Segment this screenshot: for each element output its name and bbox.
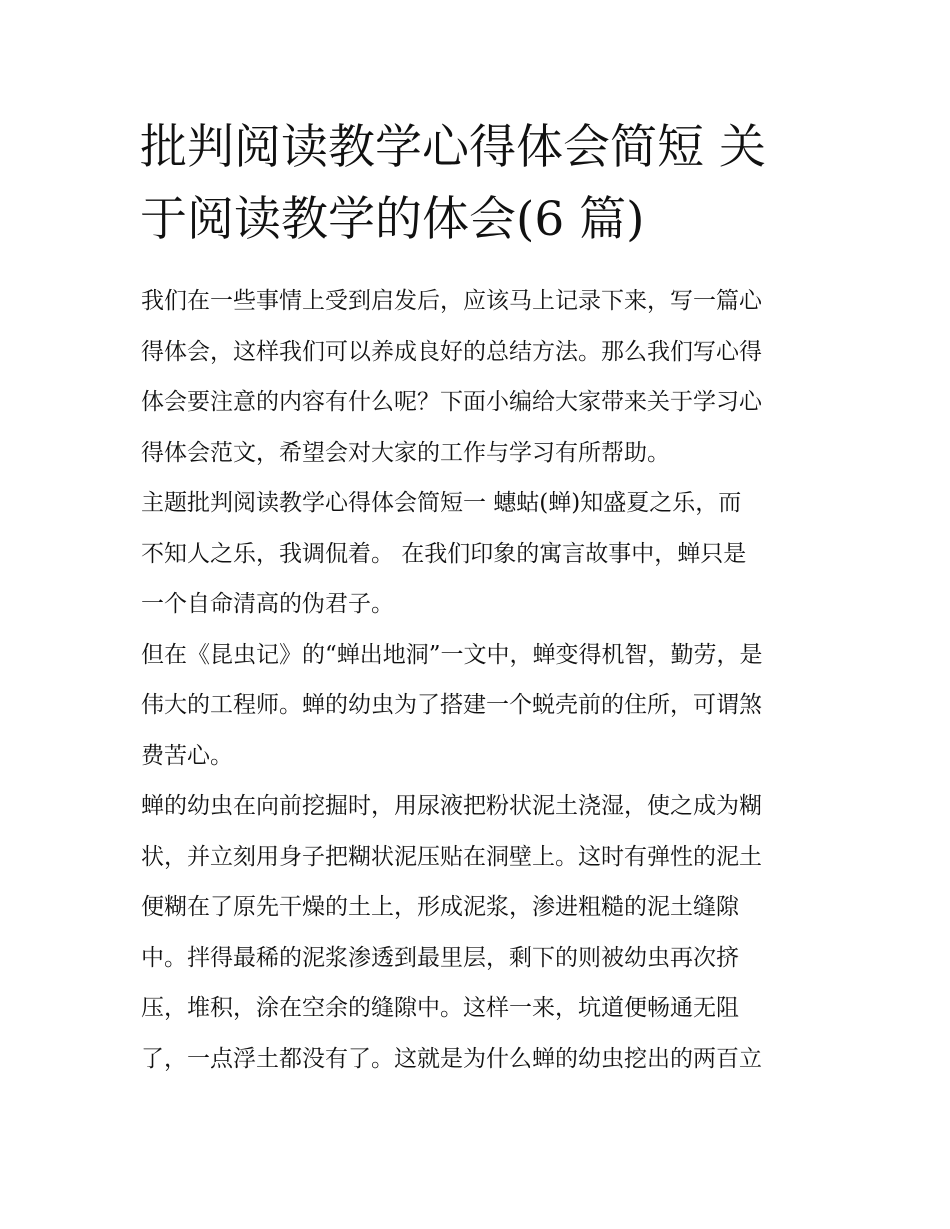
text-line: 不知人之乐，我调侃着。 在我们印象的寓言故事中，蝉只是 [141,540,747,567]
text-line: 中。拌得最稀的泥浆渗透到最里层，剩下的则被幼虫再次挤 [141,944,739,971]
text-line: 主题批判阅读教学心得体会简短一 蟪蛄(蝉)知盛夏之乐，而 [141,490,742,516]
text-line: 得体会范文，希望会对大家的工作与学习有所帮助。 [141,439,670,466]
text-line: 但在《昆虫记》的“蝉出地洞”一文中，蝉变得机智，勤劳，是 [141,641,763,668]
text-line: 一个自命清高的伪君子。 [141,591,394,617]
document-body [141,276,821,1084]
text-line: 伟大的工程师。蝉的幼虫为了搭建一个蜕壳前的住所，可谓煞 [141,692,762,718]
title-line: 于阅读教学的体会(6 篇) [140,192,645,247]
text-line: 了，一点浮土都没有了。这就是为什么蝉的幼虫挖出的两百立 [141,1045,762,1072]
larva-digging-paragraph [141,781,821,1084]
insect-record-paragraph [141,630,821,782]
text-line: 便糊在了原先干燥的土上，形成泥浆，渗进粗糙的泥土缝隙 [141,894,739,920]
text-line: 压，堆积，涂在空余的缝隙中。这样一来，坑道便畅通无阻 [141,995,739,1021]
text-line: 得体会，这样我们可以养成良好的总结方法。那么我们写心得 [141,338,762,365]
document-title [140,112,820,256]
text-line: 状，并立刻用身子把糊状泥压贴在洞壁上。这时有弹性的泥土 [141,843,762,870]
text-line: 费苦心。 [141,742,233,769]
intro-paragraph [141,276,821,478]
title-line: 批判阅读教学心得体会简短 关 [140,120,766,175]
section-one-paragraph [141,478,821,630]
text-line: 我们在一些事情上受到启发后，应该马上记录下来，写一篇心 [141,288,762,314]
text-line: 蝉的幼虫在向前挖掘时，用尿液把粉状泥土浇湿，使之成为糊 [141,793,762,819]
text-line: 体会要注意的内容有什么呢？下面小编给大家带来关于学习心 [141,389,762,415]
